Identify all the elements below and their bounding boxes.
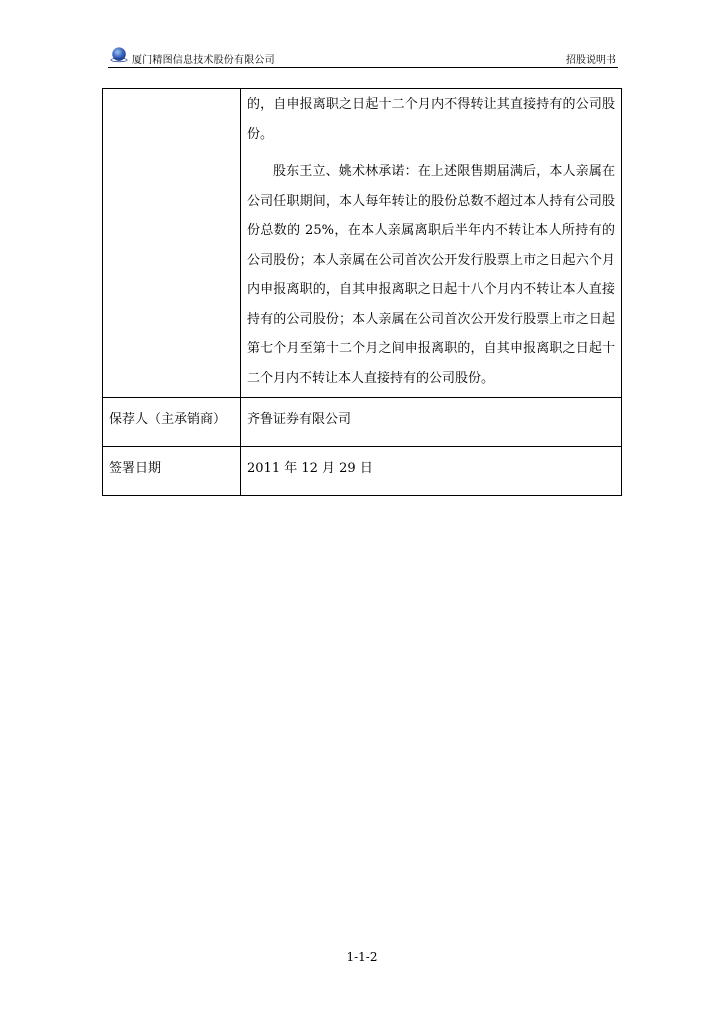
company-logo-icon: [110, 46, 128, 64]
table-content-cell: 2011 年 12 月 29 日: [241, 447, 622, 496]
table-content-cell: [241, 89, 622, 398]
cell-bottom-space: [247, 393, 615, 397]
paragraph: 股东王立、姚术林承诺：在上述限售期届满后，本人亲属在公司任职期间，本人每年转让的股份总数不超过本人持有公司股份总数的 25%，在本人亲属离职后半年内不转让本人所持有的公司股份；本人亲属在公司首次公开发行股票上市之日起六个月内申报离职的，自其申报离职之日起十八个月内不转让本人直接持有的公司股份；本人亲属在公司首次公开发行股票上市之日起第七个月至第十二个月之间申报离职的，自其申报离职之日起十二个月内不转让本人直接持有的公司股份。: [247, 164, 615, 386]
table-label-cell: 签署日期: [103, 447, 241, 496]
table-label-cell: [103, 89, 241, 398]
table-row: [103, 447, 622, 496]
info-table: [102, 88, 622, 496]
page-number: 1-1-2: [346, 950, 378, 964]
company-name: 厦门精图信息技术股份有限公司: [132, 55, 275, 66]
document-title: 招股说明书: [566, 55, 616, 66]
paragraph-gap: [247, 149, 615, 157]
paragraph: 的，自申报离职之日起十二个月内不得转让其直接持有的公司股份。: [247, 97, 615, 142]
table-content-cell: 齐鲁证券有限公司: [241, 398, 622, 447]
page-header: [108, 44, 618, 68]
table-row: [103, 89, 622, 398]
table-row: [103, 398, 622, 447]
table-label-cell: 保荐人（主承销商）: [103, 398, 241, 447]
